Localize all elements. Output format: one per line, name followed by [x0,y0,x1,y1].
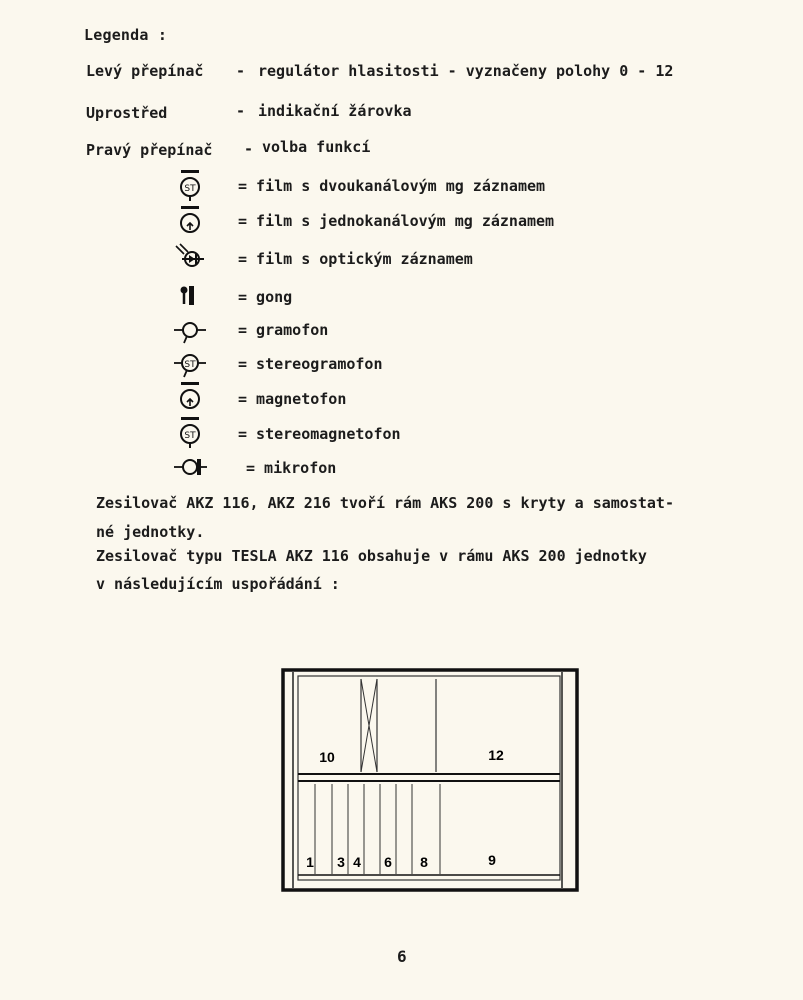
legend-row-left-switch-label: Levý přepínač [86,62,204,80]
paragraph-2-line-2: v následujícím uspořádání : [96,575,340,593]
symbol-desc-gong: = gong [238,288,293,306]
symbol-desc-film-optical: = film s optickým záznamem [238,250,473,268]
symbol-desc-gramophone: = gramofon [238,321,329,339]
legend-row-middle-text: indikační žárovka [258,102,412,120]
legend-row-middle-label: Uprostřed [86,104,168,122]
legend-row-right-switch-sep: - [244,140,254,158]
tape-recorder-icon [170,380,210,414]
symbol-desc-stereo-gramophone: = stereogramofon [238,355,383,373]
unit-label-6: 6 [384,854,392,870]
symbol-desc-film-single-channel: = film s jednokanálovým mg záznamem [238,212,555,230]
page-number: 6 [397,947,407,966]
paragraph-1-line-1: Zesilovač AKZ 116, AKZ 216 tvoří rám AKS 200 s kryty a samostat- [96,494,674,512]
svg-text:ST: ST [184,360,196,370]
symbol-desc-stereo-tape-recorder: = stereomagnetofon [238,425,401,443]
svg-text:ST: ST [184,184,196,194]
film-two-channel-magnetic-icon [170,168,210,202]
legend-heading: Legenda : [84,26,168,44]
legend-row-left-switch-text: regulátor hlasitosti - vyznačeny polohy 0 - 12 [258,62,674,80]
stereo-gramophone-icon [170,346,210,380]
film-optical-icon [170,240,210,274]
paragraph-2-line-1: Zesilovač typu TESLA AKZ 116 obsahuje v rámu AKS 200 jednotky [96,547,647,565]
symbol-desc-film-two-channel: = film s dvoukanálovým mg záznamem [238,177,546,195]
legend-row-right-switch-label: Pravý přepínač [86,141,213,159]
svg-text:ST: ST [184,431,196,441]
symbol-desc-tape-recorder: = magnetofon [238,390,347,408]
rack-diagram [280,667,580,893]
gramophone-icon [170,313,210,347]
unit-label-8: 8 [420,854,428,870]
symbol-desc-microphone: = mikrofon [246,459,337,477]
gong-icon [170,278,210,312]
unit-label-4: 4 [353,854,361,870]
paragraph-1-line-2: né jednotky. [96,523,205,541]
legend-row-middle-sep: - [236,102,246,120]
unit-label-10: 10 [319,749,335,765]
unit-label-1: 1 [306,854,314,870]
unit-label-12: 12 [488,747,504,763]
rack-frame-inner [298,676,560,880]
film-single-channel-magnetic-icon [170,204,210,238]
stereo-tape-recorder-icon [170,415,210,449]
legend-row-left-switch-sep: - [236,62,246,80]
unit-label-3: 3 [337,854,345,870]
legend-row-right-switch-text: volba funkcí [262,138,371,156]
unit-label-9: 9 [488,852,496,868]
microphone-icon [170,450,210,484]
